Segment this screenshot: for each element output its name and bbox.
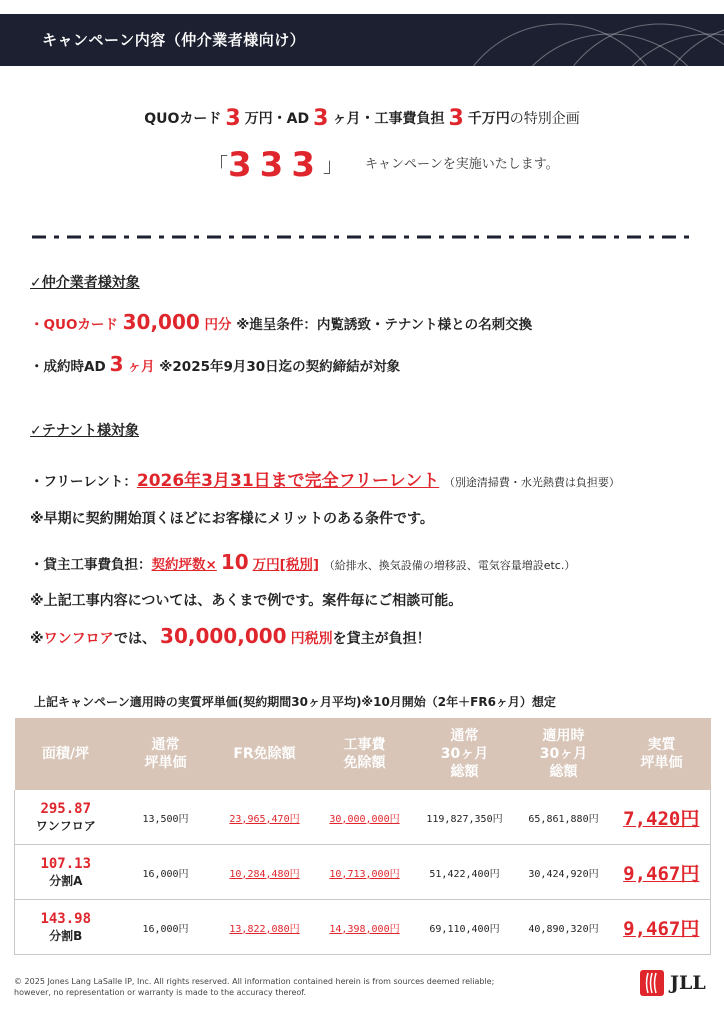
header-title: キャンペーン内容（仲介業者様向け） xyxy=(42,31,306,49)
header-koji-exemption: 工事費 免除額 xyxy=(315,718,415,790)
copyright-footer xyxy=(14,976,574,998)
koji-examples: （給排水、換気設備の増移設、電気容量増設etc.） xyxy=(323,559,576,572)
intro-text-quo: QUOカード xyxy=(144,111,222,127)
table-caption: 上記キャンペーン適用時の実質坪単価(契約期間30ヶ月平均)※10月開始（2年＋FR6ヶ月）想定 xyxy=(34,695,556,709)
broker-heading: ✓仲介業者様対象 xyxy=(30,275,140,291)
jll-logo-text: JLL xyxy=(670,972,706,994)
bracket-close: 」 xyxy=(322,153,343,177)
intro-number-1: 3 xyxy=(225,106,241,131)
intro-text-ad: 万円・AD xyxy=(244,111,310,127)
intro-number-2: 3 xyxy=(313,106,329,131)
quo-amount: 30,000 xyxy=(122,310,200,334)
broker-quo-line: ・QUOカード 30,000 円分 ※進呈条件：内覧誘致・テナント様との名刺交換 xyxy=(30,310,533,334)
dash-divider xyxy=(32,233,692,241)
campaign-name-line xyxy=(208,145,559,185)
header-normal-unit: 通常 坪単価 xyxy=(117,718,215,790)
header-normal-total: 通常 30ヶ月 総額 xyxy=(415,718,515,790)
free-rent-note: ※早期に契約開始頂くほどにお客様にメリットのある条件です。 xyxy=(30,511,434,527)
ad-months: 3 xyxy=(109,352,124,376)
jll-logo-mark xyxy=(640,970,664,996)
intro-line xyxy=(0,106,724,131)
free-rent-until: 2026年3月31日まで完全フリーレント xyxy=(136,471,440,491)
intro-text-kikaku: の特別企画 xyxy=(509,111,580,127)
intro-text-senman: 千万円 xyxy=(467,111,510,127)
campaign-announce-text: キャンペーンを実施いたします。 xyxy=(364,157,559,172)
bracket-open: 「 xyxy=(208,153,228,177)
broker-ad-line: ・成約時AD 3 ヶ月 ※2025年9月30日迄の契約締結が対象 xyxy=(30,352,401,376)
quo-condition: ※進呈条件：内覧誘致・テナント様との名刺交換 xyxy=(236,317,533,333)
header-effective-unit: 実質 坪単価 xyxy=(613,718,711,790)
one-floor-line: ※ワンフロアでは、 30,000,000 円税別を貸主が負担！ xyxy=(30,624,431,648)
campaign-name-333: 333 xyxy=(228,145,323,185)
effective-rent-table xyxy=(14,718,711,955)
tenant-heading: ✓テナント様対象 xyxy=(30,423,140,439)
free-rent-note-inline: （別途清掃費・水光熱費は負担要） xyxy=(443,476,620,489)
header-applied-total: 適用時 30ヶ月 総額 xyxy=(515,718,613,790)
table-row: 143.98 分割B 16,000円 13,822,080円 14,398,000円 69,110,400円 40,890,320円 9,467円 xyxy=(15,900,711,955)
footer-line-1: © 2025 Jones Lang LaSalle IP, Inc. All rights reserved. All information contained herein is from sources deemed reliable; xyxy=(14,977,495,986)
koji-note: ※上記工事内容については、あくまで例です。案件毎にご相談可能。 xyxy=(30,593,463,609)
intro-number-3: 3 xyxy=(448,106,464,131)
header-area: 面積/坪 xyxy=(15,718,117,790)
koji-line: ・貸主工事費負担：契約坪数× 10 万円[税別] （給排水、換気設備の増移設、電気容量増設etc.） xyxy=(30,550,576,574)
free-rent-line: ・フリーレント：2026年3月31日まで完全フリーレント （別途清掃費・水光熱費は負担要） xyxy=(30,471,620,491)
header-bar xyxy=(0,14,724,66)
koji-amount: 10 xyxy=(220,550,249,574)
intro-text-koji: ヶ月・工事費負担 xyxy=(332,111,445,127)
header-fr-exemption: FR免除額 xyxy=(215,718,315,790)
one-floor-amount: 30,000,000 xyxy=(160,624,287,648)
footer-line-2: however, no representation or warranty is made to the accuracy thereof. xyxy=(14,988,307,997)
table-row: 107.13 分割A 16,000円 10,284,480円 10,713,000円 51,422,400円 30,424,920円 9,467円 xyxy=(15,845,711,900)
table-row: 295.87 ワンフロア 13,500円 23,965,470円 30,000,000円 119,827,350円 65,861,880円 7,420円 xyxy=(15,790,711,845)
ad-condition: ※2025年9月30日迄の契約締結が対象 xyxy=(159,359,401,375)
